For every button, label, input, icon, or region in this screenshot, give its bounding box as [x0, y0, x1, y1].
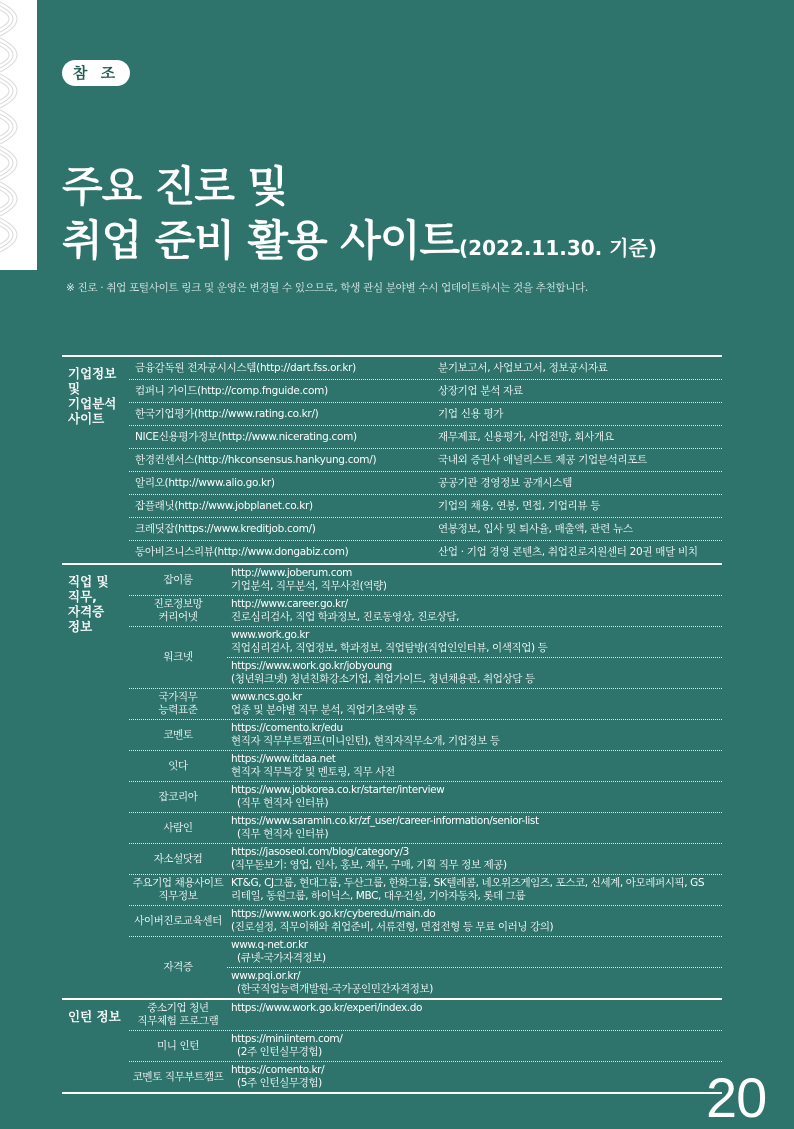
title-line-2: 취업 준비 활용 사이트: [62, 216, 460, 265]
site-url[interactable]: http://www.career.go.kr/: [231, 598, 348, 610]
site-row: [129, 843, 722, 874]
site-row: [129, 565, 722, 595]
site-table: [62, 355, 722, 1094]
site-name: 미니 인턴: [157, 1039, 199, 1052]
site-row: [129, 688, 722, 719]
site-url[interactable]: https://jasoseol.com/blog/category/3: [231, 846, 409, 858]
site-row: [129, 905, 722, 936]
site-entries: [227, 1000, 722, 1030]
site-row: [129, 403, 722, 426]
site-description: (진로설정, 직무이해와 취업준비, 서류전형, 면접전형 등 무료 이러닝 강의): [231, 921, 554, 933]
site-name: 자격증: [163, 961, 193, 973]
site-entry: [227, 875, 722, 905]
site-link[interactable]: NICE신용평가정보(http://www.nicerating.com): [135, 431, 357, 443]
site-entry: [227, 1062, 722, 1092]
site-entries: [227, 1062, 722, 1092]
section-body: [129, 565, 722, 998]
site-description: 연봉정보, 입사 및 퇴사율, 매출액, 관련 뉴스: [438, 523, 633, 535]
site-name: 진로정보망 커리어넷: [153, 598, 203, 623]
section-label: 인턴 정보: [68, 1009, 121, 1024]
site-entry: [227, 1031, 722, 1061]
site-link[interactable]: 한경컨센서스(http://hkconsensus.hankyung.com/): [135, 454, 377, 466]
decorative-arcs: [0, 0, 37, 270]
site-entry: [227, 844, 722, 874]
site-description: 업종 및 분야별 직무 분석, 직업기초역량 등: [231, 704, 418, 716]
site-name: 잇다: [168, 759, 188, 772]
title-line-1: 주요 진로 및: [62, 162, 288, 211]
site-link[interactable]: 한국기업평가(http://www.rating.co.kr/): [135, 408, 319, 420]
site-entry: [227, 689, 722, 719]
site-url[interactable]: https://www.jobkorea.co.kr/starter/interview: [231, 784, 445, 796]
site-entries: [227, 875, 722, 905]
site-link[interactable]: 컴퍼니 가이드(http://comp.fnguide.com): [135, 385, 328, 397]
site-row: [129, 380, 722, 403]
table-section: [62, 998, 722, 1094]
site-description: (직무 현직자 인터뷰): [237, 828, 329, 840]
site-row: [129, 472, 722, 495]
site-link[interactable]: 크레딧잡(https://www.kreditjob.com/): [135, 523, 316, 535]
site-description: 국내외 증권사 애널리스트 제공 기업분석리포트: [438, 454, 648, 466]
site-description: 현직자 직무부트캠프(미니인턴), 현직자직무소개, 기업정보 등: [231, 735, 500, 747]
site-row: [129, 518, 722, 541]
site-row: [129, 812, 722, 843]
site-row: [129, 595, 722, 626]
section-body: [129, 357, 722, 563]
site-entries: [227, 844, 722, 874]
site-entries: [227, 937, 722, 998]
site-entries: [227, 782, 722, 812]
site-entry: [227, 627, 722, 657]
site-row: [129, 426, 722, 449]
site-entries: [227, 1031, 722, 1061]
page-number: 20: [706, 1066, 767, 1129]
site-description: 분기보고서, 사업보고서, 정보공시자료: [438, 362, 608, 374]
site-description: (큐넷-국가자격정보): [237, 952, 326, 964]
site-row: [129, 449, 722, 472]
site-url[interactable]: https://www.work.go.kr/cyberedu/main.do: [231, 908, 436, 920]
site-row: [129, 1061, 722, 1092]
site-entry: [227, 813, 722, 843]
site-description: 기업의 채용, 연봉, 면접, 기업리뷰 등: [438, 500, 601, 512]
site-name: 잡코리아: [158, 790, 198, 803]
site-entries: [227, 596, 722, 626]
section-label: 직업 및 직무, 자격증 정보: [68, 574, 109, 634]
site-name: 코멘토 직무부트캠프: [132, 1070, 224, 1083]
site-url[interactable]: www.work.go.kr: [231, 629, 309, 641]
site-url[interactable]: www.pqi.or.kr/: [231, 970, 301, 982]
site-entry: [227, 1000, 722, 1017]
site-entry: [227, 751, 722, 781]
site-url[interactable]: KT&G, CJ그룹, 현대그룹, 두산그룹, 한화그룹, SK텔레콤, 네오위즈게임즈, 포스코, 신세계, 아모레퍼시픽, GS: [231, 877, 705, 889]
site-link[interactable]: 동아비즈니스리뷰(http://www.dongabiz.com): [135, 546, 349, 558]
section-label: 기업정보 및 기업분석 사이트: [68, 366, 117, 426]
site-description: 상장기업 분석 자료: [438, 385, 523, 397]
site-row: [129, 781, 722, 812]
site-name: 국가직무 능력표준: [158, 691, 198, 716]
site-name: 워크넷: [163, 651, 193, 663]
site-row: [129, 936, 722, 998]
site-row: [129, 719, 722, 750]
site-name: 주요기업 채용사이트 직무정보: [132, 877, 224, 902]
site-row: [129, 541, 722, 563]
site-description: 진로심리검사, 직업 학과정보, 진로동영상, 진로상담,: [231, 611, 460, 623]
site-entry: [227, 596, 722, 626]
page-title: [62, 160, 657, 275]
site-url[interactable]: https://miniintern.com/: [231, 1033, 343, 1045]
site-entry: [227, 782, 722, 812]
site-description: 현직자 직무특강 및 멘토링, 직무 사전: [231, 766, 395, 778]
site-entries: [227, 751, 722, 781]
site-name: 코멘토: [163, 728, 193, 741]
site-row: [129, 495, 722, 518]
site-description: (직무돋보기: 영업, 인사, 홍보, 재무, 구매, 기획 직무 정보 제공): [231, 859, 507, 871]
site-row: [129, 1030, 722, 1061]
site-row: [129, 1000, 722, 1030]
reference-badge: 참 조: [62, 60, 130, 86]
site-url[interactable]: https://www.saramin.co.kr/zf_user/career-information/senior-list: [231, 815, 539, 827]
site-description: 리테일, 동원그룹, 하이닉스, MBC, 대우건설, 기아자동차, 롯데 그룹: [231, 890, 526, 902]
site-entry: [227, 967, 722, 998]
site-name: 중소기업 청년 직무체험 프로그램: [137, 1002, 219, 1027]
site-description: (청년워크넷) 청년친화강소기업, 취업가이드, 청년채용관, 취업상담 등: [231, 673, 535, 685]
site-row: [129, 357, 722, 380]
site-entry: [227, 657, 722, 688]
notice-text: ※ 진로 · 취업 포털사이트 링크 및 운영은 변경될 수 있으므로, 학생 관심 분야별 수시 업데이트하시는 것을 추천합니다.: [66, 282, 589, 294]
site-row: [129, 750, 722, 781]
site-entries: [227, 565, 722, 595]
site-description: 기업분석, 직무분석, 직무사전(역량): [231, 580, 387, 592]
site-url[interactable]: https://comento.kr/edu: [231, 722, 343, 734]
site-entry: [227, 906, 722, 936]
site-url[interactable]: https://comento.kr/: [231, 1064, 325, 1076]
site-entries: [227, 813, 722, 843]
site-link[interactable]: 금융감독원 전자공시시스템(http://dart.fss.or.kr): [135, 362, 356, 374]
section-body: [129, 1000, 722, 1092]
site-description: (5주 인턴실무경험): [237, 1077, 322, 1089]
site-url[interactable]: http://www.joberum.com: [231, 567, 352, 579]
site-url[interactable]: https://www.work.go.kr/jobyoung: [231, 660, 392, 672]
site-row: [129, 626, 722, 688]
site-name: 자소설닷컴: [153, 852, 203, 865]
table-section: [62, 355, 722, 563]
site-url[interactable]: www.ncs.go.kr: [231, 691, 302, 703]
site-name: 잡이룸: [163, 573, 193, 586]
site-entry: [227, 937, 722, 967]
site-url[interactable]: https://www.itdaa.net: [231, 753, 336, 765]
title-date: (2022.11.30. 기준): [459, 236, 658, 260]
table-section: [62, 563, 722, 998]
site-link[interactable]: 알리오(http://www.alio.go.kr): [135, 477, 275, 489]
site-description: 기업 신용 평가: [438, 408, 504, 420]
site-description: 공공기관 경영정보 공개시스템: [438, 477, 573, 489]
site-description: 직업심리검사, 직업정보, 학과정보, 직업탐방(직업인인터뷰, 이색직업) 등: [231, 642, 548, 654]
site-entries: [227, 720, 722, 750]
site-entry: [227, 720, 722, 750]
site-description: (직무 현직자 인터뷰): [237, 797, 329, 809]
site-description: (2주 인턴실무경험): [237, 1046, 322, 1058]
site-name: 사람인: [163, 821, 193, 834]
site-entries: [227, 689, 722, 719]
site-entry: [227, 565, 722, 595]
site-url[interactable]: www.q-net.or.kr: [231, 939, 308, 951]
site-name: 사이버진로교육센터: [134, 914, 222, 927]
site-entries: [227, 627, 722, 688]
site-entries: [227, 906, 722, 936]
site-description: 산업 · 기업 경영 콘텐츠, 취업진로지원센터 20권 매달 비치: [438, 546, 698, 558]
site-description: (한국직업능력개발원-국가공인민간자격정보): [237, 983, 433, 995]
site-row: [129, 874, 722, 905]
site-link[interactable]: 잡플래닛(http://www.jobplanet.co.kr): [135, 500, 313, 512]
site-description: 재무제표, 신용평가, 사업전망, 회사개요: [438, 431, 614, 443]
site-url[interactable]: https://www.work.go.kr/experi/index.do: [231, 1002, 423, 1014]
